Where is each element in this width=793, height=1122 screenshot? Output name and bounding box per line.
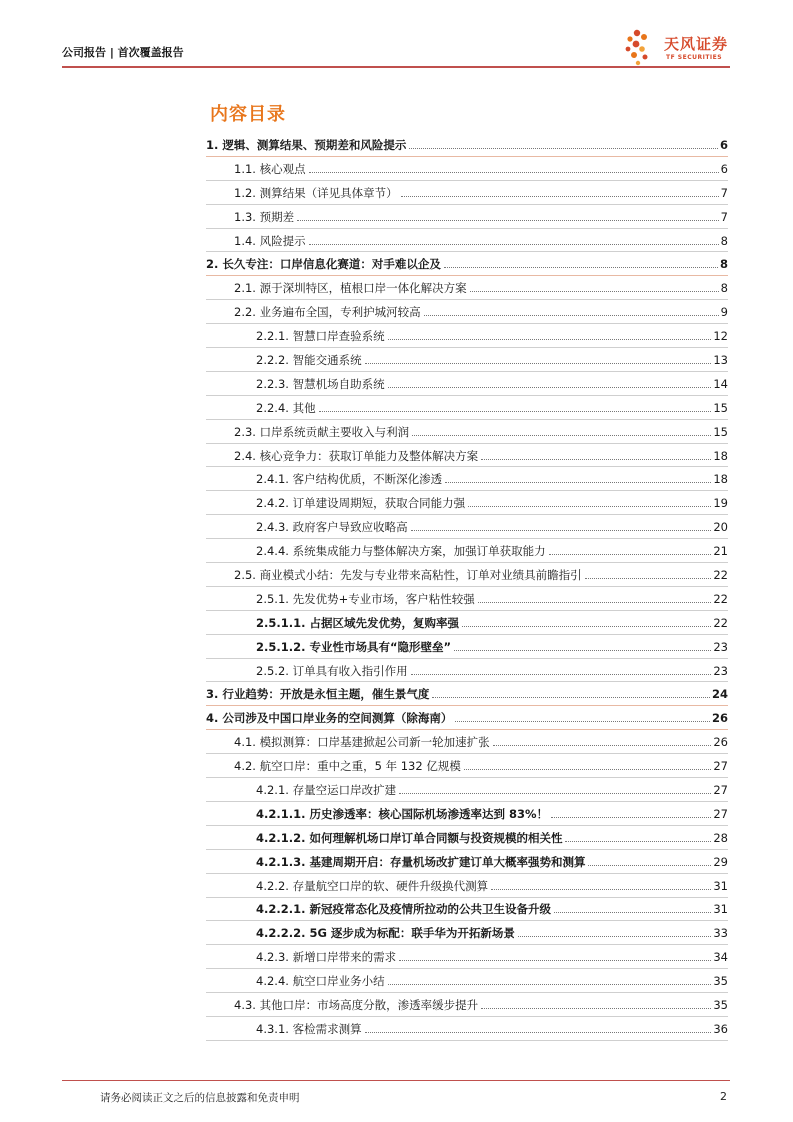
toc-entry[interactable] (206, 515, 728, 539)
toc-entry[interactable] (206, 921, 728, 945)
toc-leader-dots (470, 290, 719, 292)
toc-entry-page: 26 (713, 735, 728, 750)
toc-entry-title: 2.4.4. 系统集成能力与整体解决方案，加强订单获取能力 (256, 544, 546, 559)
toc-entry-page: 27 (713, 782, 728, 797)
toc-entry-page: 23 (713, 639, 728, 654)
toc-leader-dots (319, 410, 712, 412)
flower-logo-icon (622, 27, 662, 67)
toc-leader-dots (454, 649, 711, 651)
toc-entry[interactable] (206, 969, 728, 993)
toc-entry-page: 27 (713, 759, 728, 774)
toc-entry[interactable] (206, 229, 728, 253)
company-logo (622, 27, 742, 67)
toc-leader-dots (551, 816, 711, 818)
toc-entry-page: 27 (713, 806, 728, 821)
toc-leader-dots (481, 458, 711, 460)
toc-entry-title: 4.3.1. 客检需求测算 (256, 1021, 362, 1036)
toc-entry-page: 35 (713, 998, 728, 1012)
toc-leader-dots (309, 243, 719, 245)
toc-leader-dots (464, 768, 712, 770)
toc-entry-title: 2. 长久专注：口岸信息化赛道：对手难以企及 (206, 257, 441, 272)
toc-leader-dots (445, 481, 711, 483)
toc-leader-dots (491, 888, 711, 890)
toc-entry-title: 4.2.1. 存量空运口岸改扩建 (256, 782, 397, 797)
toc-leader-dots (455, 720, 710, 722)
toc-entry-page: 20 (713, 520, 728, 535)
toc-entry-title: 2.5. 商业模式小结：先发与专业带来高粘性，订单对业绩具前瞻指引 (234, 567, 582, 582)
toc-entry[interactable] (206, 563, 728, 587)
toc-leader-dots (424, 314, 719, 316)
toc-entry-page: 7 (720, 209, 728, 224)
toc-entry-title: 1.4. 风险提示 (234, 233, 306, 248)
toc-leader-dots (309, 171, 719, 173)
footer-disclaimer: 请务必阅读正文之后的信息披露和免责申明 (100, 1092, 300, 1104)
toc-leader-dots (585, 577, 712, 579)
toc-entry[interactable] (206, 467, 728, 491)
toc-entry-title: 4. 公司涉及中国口岸业务的空间测算（除海南） (206, 711, 453, 726)
toc-row-rule (206, 1040, 728, 1041)
logo-english-name: TF SECURITIES (666, 54, 723, 61)
toc-entry[interactable] (206, 611, 728, 635)
toc-leader-dots (468, 505, 711, 507)
toc-leader-dots (388, 386, 712, 388)
toc-entry[interactable] (206, 945, 728, 969)
toc-leader-dots (588, 864, 711, 866)
toc-leader-dots (549, 553, 712, 555)
toc-leader-dots (388, 338, 712, 340)
toc-entry[interactable] (206, 874, 728, 898)
toc-entry-page: 33 (713, 926, 728, 941)
toc-entry-title: 2.3. 口岸系统贡献主要收入与利润 (234, 424, 410, 439)
toc-entry[interactable] (206, 730, 728, 754)
toc-entry-title: 4.2.4. 航空口岸业务小结 (256, 974, 385, 989)
toc-entry-title: 4.2.1.3. 基建周期开启：存量机场改扩建订单大概率强势和测算 (256, 854, 586, 869)
toc-entry[interactable] (206, 778, 728, 802)
toc-entry-title: 2.2.1. 智慧口岸查验系统 (256, 329, 385, 344)
toc-entry[interactable] (206, 372, 728, 396)
toc-entry-title: 2.2. 业务遍布全国，专利护城河较高 (234, 305, 421, 320)
toc-leader-dots (432, 696, 710, 698)
toc-entry[interactable] (206, 1017, 728, 1041)
toc-entry-page: 23 (713, 663, 728, 678)
toc-entry-page: 15 (713, 424, 728, 439)
toc-entry-title: 2.2.4. 其他 (256, 400, 316, 415)
toc-entry-title: 3. 行业趋势：开放是永恒主题，催生景气度 (206, 687, 430, 702)
toc-entry-page: 24 (711, 687, 728, 702)
toc-leader-dots (481, 1007, 711, 1009)
toc-entry-page: 29 (713, 854, 728, 869)
toc-entry-title: 2.2.3. 智慧机场自助系统 (256, 376, 385, 391)
toc-entry-page: 7 (720, 185, 728, 200)
toc-entry-title: 2.5.1.1. 占据区域先发优势，复购率强 (256, 615, 459, 630)
toc-entry-page: 8 (720, 281, 728, 296)
toc-entry-page: 22 (713, 591, 728, 606)
toc-entry-page: 13 (713, 352, 728, 367)
toc-entry[interactable] (206, 635, 728, 659)
toc-entry-page: 26 (711, 711, 728, 726)
toc-entry-page: 28 (713, 830, 728, 845)
toc-entry-page: 31 (713, 878, 728, 893)
toc-entry[interactable] (206, 850, 728, 874)
toc-entry[interactable] (206, 659, 728, 683)
toc-title: 内容目录 (210, 104, 286, 125)
toc-leader-dots (399, 959, 711, 961)
table-of-contents (206, 133, 728, 1041)
toc-entry-title: 1.3. 预期差 (234, 209, 295, 224)
toc-entry-page: 6 (719, 137, 728, 152)
toc-entry-page: 8 (719, 257, 728, 272)
toc-entry[interactable] (206, 491, 728, 515)
toc-entry[interactable] (206, 396, 728, 420)
toc-entry-page: 22 (713, 615, 728, 630)
toc-leader-dots (388, 983, 712, 985)
toc-entry-page: 18 (713, 448, 728, 463)
toc-entry-title: 2.1. 源于深圳特区，植根口岸一体化解决方案 (234, 281, 467, 296)
toc-entry-title: 2.5.2. 订单具有收入指引作用 (256, 663, 408, 678)
toc-entry-title: 4.2.2.2. 5G 逐步成为标配：联手华为开拓新场景 (256, 926, 515, 941)
toc-entry-page: 12 (713, 329, 728, 344)
toc-entry[interactable] (206, 826, 728, 850)
toc-entry-page: 22 (713, 567, 728, 582)
toc-entry-title: 4.2.2. 存量航空口岸的软、硬件升级换代测算 (256, 878, 489, 893)
toc-entry-page: 19 (713, 496, 728, 511)
toc-leader-dots (444, 266, 718, 268)
toc-entry-page: 15 (713, 400, 728, 415)
toc-entry-title: 2.4.2. 订单建设周期短，获取合同能力强 (256, 496, 466, 511)
toc-entry-title: 4.3. 其他口岸：市场高度分散，渗透率缓步提升 (234, 998, 479, 1012)
toc-leader-dots (554, 911, 711, 913)
toc-entry-title: 1. 逻辑、测算结果、预期差和风险提示 (206, 137, 407, 152)
toc-entry[interactable] (206, 444, 728, 468)
toc-entry[interactable] (206, 993, 728, 1017)
toc-leader-dots (399, 792, 711, 794)
footer-divider (62, 1080, 730, 1081)
toc-leader-dots (365, 362, 712, 364)
toc-entry[interactable] (206, 133, 728, 157)
toc-entry[interactable] (206, 348, 728, 372)
toc-entry-page: 21 (713, 544, 728, 559)
toc-entry-page: 36 (713, 1021, 728, 1036)
toc-entry-title: 1.2. 测算结果（详见具体章节） (234, 185, 398, 200)
toc-entry-title: 4.2.1.2. 如何理解机场口岸订单合同额与投资规模的相关性 (256, 830, 563, 845)
toc-entry[interactable] (206, 276, 728, 300)
toc-entry[interactable] (206, 205, 728, 229)
toc-entry[interactable] (206, 898, 728, 922)
toc-entry-page: 31 (713, 902, 728, 917)
toc-leader-dots (478, 601, 712, 603)
toc-entry[interactable] (206, 539, 728, 563)
toc-entry[interactable] (206, 181, 728, 205)
toc-entry-page: 9 (720, 305, 728, 320)
toc-entry[interactable] (206, 420, 728, 444)
toc-entry-title: 2.4.3. 政府客户导致应收略高 (256, 520, 408, 535)
toc-entry[interactable] (206, 324, 728, 348)
toc-entry-title: 2.5.1. 先发优势+专业市场，客户粘性较强 (256, 591, 475, 606)
toc-leader-dots (411, 673, 712, 675)
toc-entry[interactable] (206, 157, 728, 181)
logo-chinese-name: 天风证券 (664, 35, 729, 53)
toc-leader-dots (462, 625, 711, 627)
toc-entry[interactable] (206, 252, 728, 276)
toc-leader-dots (518, 935, 711, 937)
toc-leader-dots (297, 219, 719, 221)
toc-entry-title: 4.2.3. 新增口岸带来的需求 (256, 950, 397, 965)
toc-entry[interactable] (206, 682, 728, 706)
toc-leader-dots (493, 744, 712, 746)
toc-leader-dots (365, 1031, 712, 1033)
report-header: 公司报告 | 首次覆盖报告 (62, 46, 184, 59)
toc-entry[interactable] (206, 587, 728, 611)
toc-entry-title: 4.2.1.1. 历史渗透率：核心国际机场渗透率达到 83%！ (256, 806, 549, 821)
toc-leader-dots (409, 147, 718, 149)
toc-leader-dots (411, 529, 712, 531)
toc-entry-title: 2.2.2. 智能交通系统 (256, 352, 362, 367)
toc-entry-page: 14 (713, 376, 728, 391)
toc-entry-title: 2.4. 核心竞争力：获取订单能力及整体解决方案 (234, 448, 479, 463)
toc-entry-page: 34 (713, 950, 728, 965)
toc-entry[interactable] (206, 754, 728, 778)
toc-entry-page: 18 (713, 472, 728, 487)
toc-leader-dots (412, 434, 711, 436)
toc-entry-title: 2.4.1. 客户结构优质，不断深化渗透 (256, 472, 443, 487)
toc-entry-title: 2.5.1.2. 专业性市场具有“隐形壁垒” (256, 639, 452, 654)
toc-entry-title: 4.1. 模拟测算：口岸基建掀起公司新一轮加速扩张 (234, 735, 490, 750)
page-number: 2 (720, 1090, 727, 1103)
toc-entry[interactable] (206, 802, 728, 826)
toc-entry-title: 4.2.2.1. 新冠疫常态化及疫情所拉动的公共卫生设备升级 (256, 902, 551, 917)
toc-leader-dots (401, 195, 719, 197)
toc-leader-dots (565, 840, 711, 842)
toc-entry[interactable] (206, 706, 728, 730)
toc-entry-page: 6 (720, 161, 728, 176)
toc-entry-title: 4.2. 航空口岸：重中之重，5 年 132 亿规模 (234, 759, 461, 774)
toc-entry-title: 1.1. 核心观点 (234, 161, 306, 176)
toc-entry-page: 8 (720, 233, 728, 248)
toc-entry-page: 35 (713, 974, 728, 989)
toc-entry[interactable] (206, 300, 728, 324)
